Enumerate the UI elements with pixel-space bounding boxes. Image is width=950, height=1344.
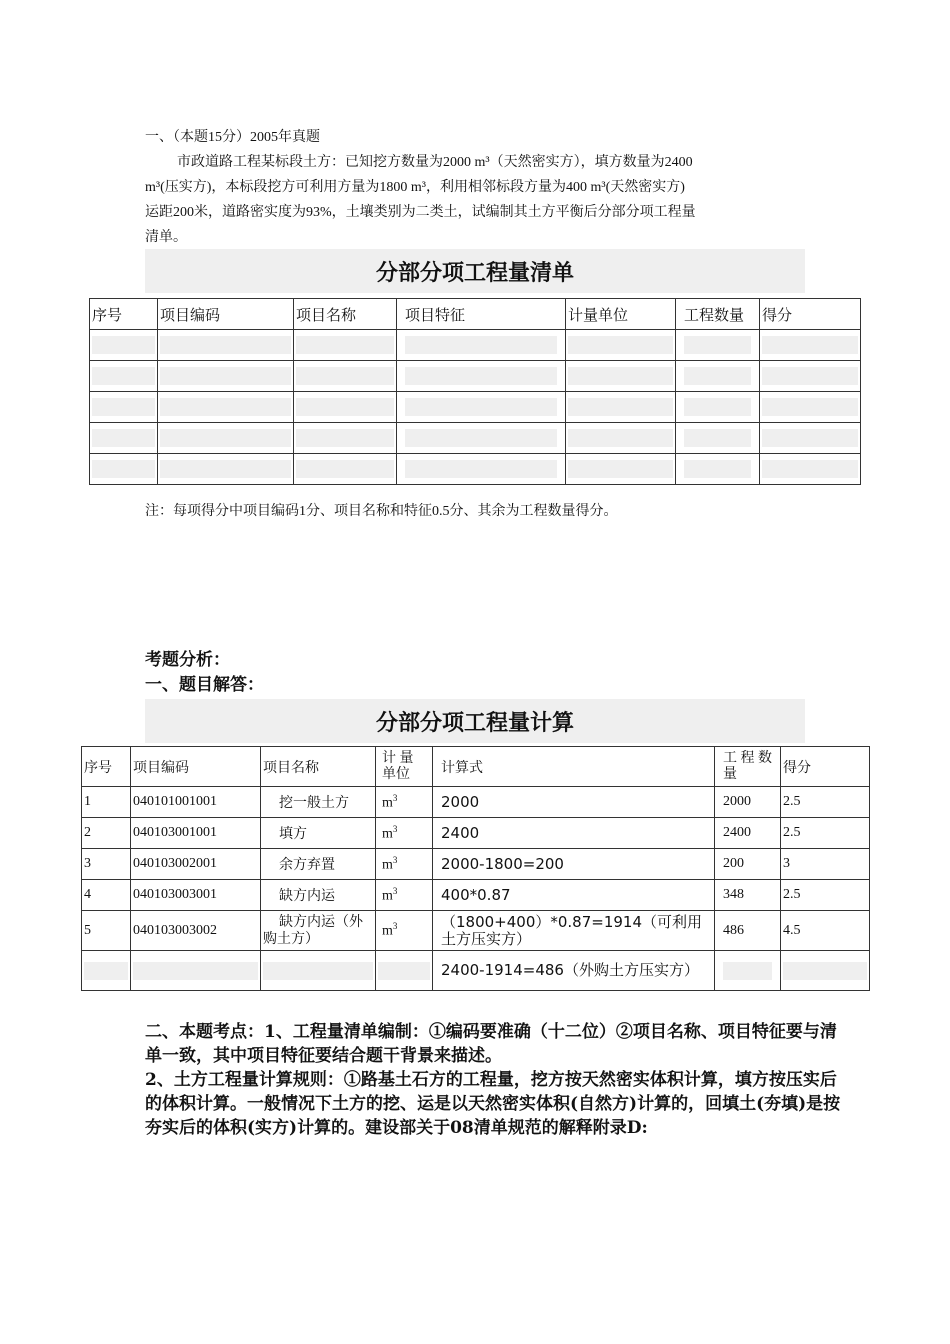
bill-of-quantities-table <box>89 298 861 485</box>
row-unit <box>376 849 433 880</box>
row-qty: 486 <box>715 911 781 951</box>
analysis-heading: 考题分析： <box>145 650 230 670</box>
table1-header-no: 序号 <box>90 299 158 330</box>
question-line-3: 运距200米，道路密实度为93%，土壤类别为二类土，试编制其土方平衡后分部分项工程量 <box>145 205 696 220</box>
table1-header-row <box>90 299 861 330</box>
unit-sup: 3 <box>392 885 398 896</box>
row-score: 4.5 <box>781 911 870 951</box>
table2-header-score: 得分 <box>781 747 870 787</box>
unit-text: m <box>382 857 393 873</box>
row-name: 缺方内运（外购土方） <box>261 911 376 951</box>
row-formula: （1800+400）*0.87=1914（可利用土方压实方） <box>433 911 715 951</box>
row-name: 挖一般土方 <box>261 787 376 818</box>
table-row <box>90 423 861 454</box>
key-points <box>145 1020 845 1140</box>
table2-header-row <box>82 747 870 787</box>
question-heading: 一、（本题15分）2005年真题 <box>145 130 320 145</box>
table1-header-unit: 计量单位 <box>566 299 676 330</box>
row-unit <box>376 911 433 951</box>
row-qty: 2000 <box>715 787 781 818</box>
table1-header-name: 项目名称 <box>294 299 397 330</box>
row-no: 5 <box>82 911 131 951</box>
table1-header-code: 项目编码 <box>158 299 294 330</box>
table1-header-feature: 项目特征 <box>397 299 566 330</box>
answer-heading: 一、题目解答： <box>145 675 264 695</box>
table-row <box>82 849 870 880</box>
table-row <box>82 951 870 991</box>
table2-header-formula: 计算式 <box>433 747 715 787</box>
unit-sup: 3 <box>392 823 398 834</box>
row-score: 3 <box>781 849 870 880</box>
unit-text: m <box>382 826 393 842</box>
unit-sup: 3 <box>392 921 398 932</box>
row-formula: 400*0.87 <box>433 880 715 911</box>
table2-header-no: 序号 <box>82 747 131 787</box>
row-unit <box>376 787 433 818</box>
row-code: 040103003002 <box>131 911 261 951</box>
row-code: 040103001001 <box>131 818 261 849</box>
quantity-calculation-table <box>81 746 870 991</box>
row-score: 2.5 <box>781 880 870 911</box>
row-no: 1 <box>82 787 131 818</box>
row-formula: 2000-1800=200 <box>433 849 715 880</box>
row-code: 040101001001 <box>131 787 261 818</box>
table-row <box>90 361 861 392</box>
row-unit <box>376 880 433 911</box>
table1-title: 分部分项工程量清单 <box>145 249 805 293</box>
table-row <box>82 818 870 849</box>
unit-sup: 3 <box>392 792 398 803</box>
row-no: 3 <box>82 849 131 880</box>
unit-sup: 3 <box>392 854 398 865</box>
row-qty: 348 <box>715 880 781 911</box>
question-line-4: 清单。 <box>145 230 187 245</box>
question-line-2: m³(压实方)，本标段挖方可利用方量为1800 m³，利用相邻标段方量为400 m³(天然密实方) <box>145 180 685 195</box>
unit-text: m <box>382 888 393 904</box>
table-row <box>82 911 870 951</box>
row-formula: 2400 <box>433 818 715 849</box>
key-point-1: 二、本题考点：1、工程量清单编制：①编码要准确（十二位）②项目名称、项目特征要与清单一致，其中项目特征要结合题干背景来描述。 <box>145 1022 837 1066</box>
table-row <box>90 454 861 485</box>
table2-header-name: 项目名称 <box>261 747 376 787</box>
row-name: 余方弃置 <box>261 849 376 880</box>
row-no: 2 <box>82 818 131 849</box>
row-score: 2.5 <box>781 818 870 849</box>
key-point-2: 2、土方工程量计算规则：①路基土石方的工程量，挖方按天然密实体积计算，填方按压实后的体积计算。一般情况下土方的挖、运是以天然密实体积(自然方)计算的，回填土(夯填)是按夯实后的体积(实方)计算的。建设部关于08清单规范的解释附录D: <box>145 1070 841 1138</box>
table-row <box>90 392 861 423</box>
row-name: 缺方内运 <box>261 880 376 911</box>
row-unit <box>376 818 433 849</box>
table2-header-unit: 计 量 单位 <box>376 747 433 787</box>
row-code: 040103003001 <box>131 880 261 911</box>
row-formula: 2000 <box>433 787 715 818</box>
unit-text: m <box>382 923 393 939</box>
question-body <box>145 150 810 250</box>
row-code: 040103002001 <box>131 849 261 880</box>
row-score: 2.5 <box>781 787 870 818</box>
unit-text: m <box>382 795 393 811</box>
table-row <box>82 787 870 818</box>
question-line-1: 市政道路工程某标段土方：已知挖方数量为2000 m³（天然密实方），填方数量为2400 <box>177 155 693 170</box>
table-row <box>82 880 870 911</box>
scoring-note: 注：每项得分中项目编码1分、项目名称和特征0.5分、其余为工程数量得分。 <box>145 504 618 519</box>
row-no: 4 <box>82 880 131 911</box>
table1-header-qty: 工程数量 <box>676 299 760 330</box>
table2-header-qty: 工 程 数量 <box>715 747 781 787</box>
analysis-headings <box>145 648 264 698</box>
table1-header-score: 得分 <box>760 299 861 330</box>
extra-formula: 2400-1914=486（外购土方压实方） <box>433 951 715 991</box>
table2-title: 分部分项工程量计算 <box>145 699 805 743</box>
table2-header-code: 项目编码 <box>131 747 261 787</box>
row-qty: 200 <box>715 849 781 880</box>
table-row <box>90 330 861 361</box>
row-name: 填方 <box>261 818 376 849</box>
row-qty: 2400 <box>715 818 781 849</box>
